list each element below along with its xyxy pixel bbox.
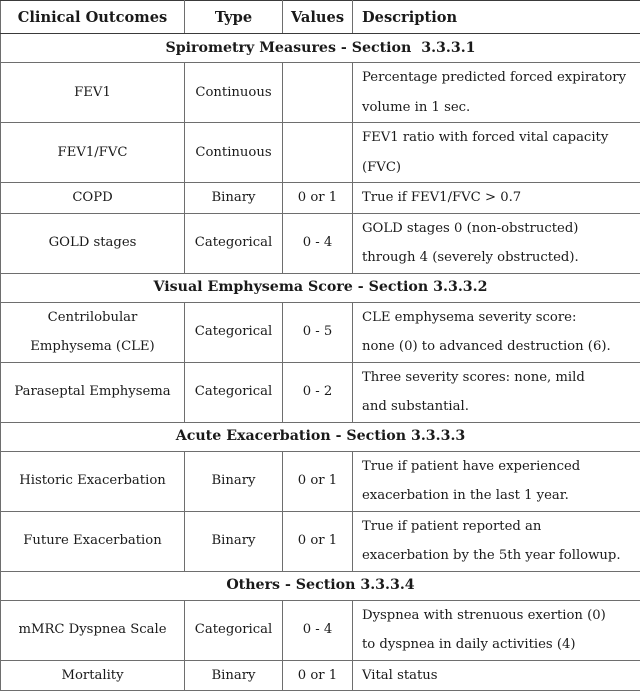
cell-description [353,512,640,571]
section-header-spirometry [1,34,640,63]
table-row [1,302,640,362]
cell-description [353,452,640,511]
section-title-text: Visual Emphysema Score - Section 3.3.3.2 [153,279,488,295]
table-row [1,213,640,273]
description-line: FEV1 ratio with forced vital capacity [362,130,609,145]
cell-type: Categorical [194,324,273,340]
description-line: and substantial. [362,399,469,414]
cell-type: Categorical [194,622,273,638]
description-line: Percentage predicted forced expiratory [362,70,627,85]
section-title-text: Spirometry Measures - Section 3.3.3.1 [165,39,476,56]
cell-outcome: Paraseptal Emphysema [14,384,171,400]
cell-outcome: Mortality [61,667,124,683]
cell-description [353,63,640,122]
outcome-line: Emphysema (CLE) [30,339,155,354]
section-header-others [1,571,640,600]
cell-outcome: FEV1 [74,84,111,100]
description-line: to dyspnea in daily activities (4) [362,637,576,652]
cell-type: Categorical [194,384,273,400]
description-line: Dyspnea with strenuous exertion (0) [362,607,606,623]
cell-values: 0 or 1 [297,473,338,489]
cell-type: Continuous [195,144,272,160]
table-header-row [1,1,640,34]
table-row [1,183,640,214]
cell-values: 0 - 5 [302,324,333,340]
cell-type: Binary [211,190,256,205]
description-line: True if patient reported an [362,518,542,534]
cell-description [353,661,640,691]
column-header-outcome: Clinical Outcomes [17,8,168,26]
cell-type: Binary [211,667,256,683]
description-line: Vital status [362,667,438,683]
table-row [1,451,640,511]
table-row [1,660,640,691]
cell-outcome: COPD [72,190,113,205]
table-row [1,123,640,183]
cell-values: 0 - 2 [302,384,333,400]
cell-values: 0 - 4 [302,622,333,638]
section-header-visual-emphysema [1,273,640,302]
cell-outcome: Historic Exacerbation [19,473,166,489]
table-row [1,362,640,422]
cell-outcome: FEV1/FVC [57,144,128,160]
cell-values: 0 or 1 [297,667,338,683]
table-row [1,63,640,123]
column-header-values: Values [290,8,345,26]
column-header-description: Description [362,8,458,26]
description-line: volume in 1 sec. [362,99,471,115]
cell-values: 0 or 1 [297,533,338,549]
cell-type: Binary [211,533,256,549]
cell-description [353,601,640,660]
section-title-text: Others - Section 3.3.3.4 [226,577,415,593]
cell-description [353,363,640,422]
description-line: exacerbation by the 5th year followup. [362,548,621,563]
cell-type: Categorical [194,235,273,251]
description-line: CLE emphysema severity score: [362,309,577,325]
cell-values: 0 - 4 [302,235,333,251]
description-line: none (0) to advanced destruction (6). [362,339,611,354]
table-row [1,511,640,571]
cell-outcome: Future Exacerbation [23,533,162,549]
cell-description [353,303,640,362]
description-line: exacerbation in the last 1 year. [362,488,569,503]
cell-description [353,183,640,213]
section-title-text: Acute Exacerbation - Section 3.3.3.3 [175,428,466,444]
cell-type: Binary [211,473,256,489]
description-line: (FVC) [362,159,402,175]
cell-description [353,214,640,273]
description-line: Three severity scores: none, mild [362,369,585,385]
column-header-type: Type [214,8,253,26]
description-line: True if FEV1/FVC > 0.7 [362,190,522,205]
description-line: True if patient have experienced [362,458,581,474]
cell-description [353,123,640,182]
cell-type: Continuous [195,84,272,100]
description-line: through 4 (severely obstructed). [362,250,579,265]
cell-outcome: GOLD stages [48,235,137,251]
table-row [1,600,640,660]
description-line: GOLD stages 0 (non-obstructed) [362,220,579,236]
cell-values: 0 or 1 [297,190,338,205]
cell-outcome [1,303,184,362]
outcome-line: Centrilobular [47,309,138,325]
cell-outcome: mMRC Dyspnea Scale [18,622,167,638]
section-header-acute-exacerbation [1,422,640,451]
